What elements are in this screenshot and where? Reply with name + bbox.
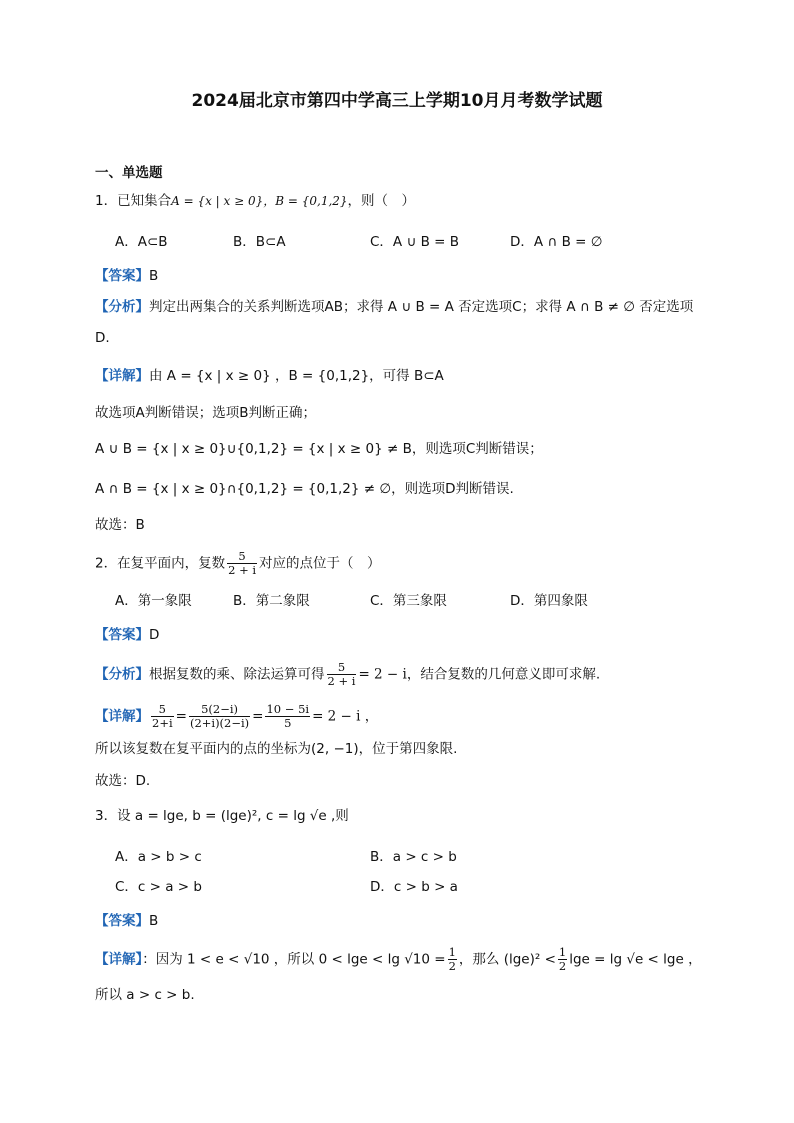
- q1-detail-line-3: A ∪ B = {x | x ≥ 0}∪{0,1,2} = {x | x ≥ 0} ≠ B，则选项C判断错误；: [95, 441, 543, 457]
- q1-detail: 【详解】由 A = {x | x ≥ 0} ，B = {0,1,2}，可得 B⊂A: [95, 368, 444, 384]
- q1-analysis: 【分析】判定出两集合的关系判断选项AB；求得 A ∪ B = A 否定选项C；求得 A ∩ B ≠ ∅ 否定选项: [95, 299, 694, 315]
- q2-analysis: 【分析】根据复数的乘、除法运算可得 $\frac{5}{2 + i}$ = 2 − i，结合复数的几何意义即可求解.: [95, 660, 601, 688]
- q2-detail-fraction-3: $\frac{10 - 5i}{5}$: [266, 702, 310, 730]
- q1-answer: 【答案】B: [95, 268, 159, 284]
- q2-detail-fraction-1: $\frac{5}{2+i}$: [152, 702, 173, 730]
- q3-half-fraction-2: $\frac{1}{2}$: [558, 945, 567, 973]
- q2-answer: 【答案】D: [95, 627, 160, 643]
- q3-detail-line-2: 所以 a > c > b.: [95, 987, 195, 1003]
- q2-option-d: D．第四象限: [510, 593, 588, 609]
- section-heading: 一、单选题: [95, 165, 163, 181]
- q3-option-b: B．a > c > b: [370, 849, 457, 865]
- q3-option-c: C．c > a > b: [115, 879, 202, 895]
- q2-analysis-fraction: $\frac{5}{2 + i}$: [327, 660, 356, 688]
- q2-option-b: B．第二象限: [233, 593, 310, 609]
- q1-conclusion: 故选：B: [95, 517, 145, 533]
- q2-stem: 2．在复平面内，复数 $\frac{5}{2 + i}$ 对应的点位于（ ）: [95, 549, 381, 577]
- q2-option-c: C．第三象限: [370, 593, 447, 609]
- q2-detail: 【详解】 $\frac{5}{2+i}$ = $\frac{5(2-i)}{(2+i)(2-i)}$ = $\frac{10 - 5i}{5}$ = 2 − i ，: [95, 702, 379, 730]
- q2-detail-fraction-2: $\frac{5(2-i)}{(2+i)(2-i)}$: [189, 702, 250, 730]
- q1-stem: 1．已知集合A = {x | x ≥ 0}，B = {0,1,2}，则（ ）: [95, 193, 416, 209]
- q1-option-b: B．B⊂A: [233, 234, 286, 250]
- q2-fraction: $\frac{5}{2 + i}$: [228, 549, 257, 577]
- q1-detail-line-2: 故选项A判断错误；选项B判断正确；: [95, 405, 316, 421]
- q1-option-c: C．A ∪ B = B: [370, 234, 460, 250]
- q3-half-fraction: $\frac{1}{2}$: [448, 945, 456, 973]
- q2-conclusion: 故选：D.: [95, 773, 151, 789]
- q1-detail-line-4: A ∩ B = {x | x ≥ 0}∩{0,1,2} = {0,1,2} ≠ ∅，则选项D判断错误.: [95, 481, 514, 497]
- q3-answer: 【答案】B: [95, 913, 159, 929]
- q2-detail-line-2: 所以该复数在复平面内的点的坐标为(2, −1)，位于第四象限.: [95, 741, 458, 757]
- q3-option-d: D．c > b > a: [370, 879, 458, 895]
- q1-analysis-cont: D.: [95, 330, 110, 346]
- q1-option-a: A．A⊂B: [115, 234, 168, 250]
- q3-detail: 【详解】：因为 1 < e < √10 ，所以 0 < lge < lg √10 = $\frac{1}{2}$ ，那么 (lge)² < $\frac{1}{2}$ lge = lg √e < lge ，: [95, 945, 702, 973]
- q1-option-d: D．A ∩ B = ∅: [510, 234, 603, 250]
- page-title: 2024届北京市第四中学高三上学期10月月考数学试题: [191, 91, 603, 111]
- q2-option-a: A．第一象限: [115, 593, 192, 609]
- q3-option-a: A．a > b > c: [115, 849, 202, 865]
- q3-stem: 3．设 a = lge, b = (lge)², c = lg √e ,则: [95, 808, 349, 824]
